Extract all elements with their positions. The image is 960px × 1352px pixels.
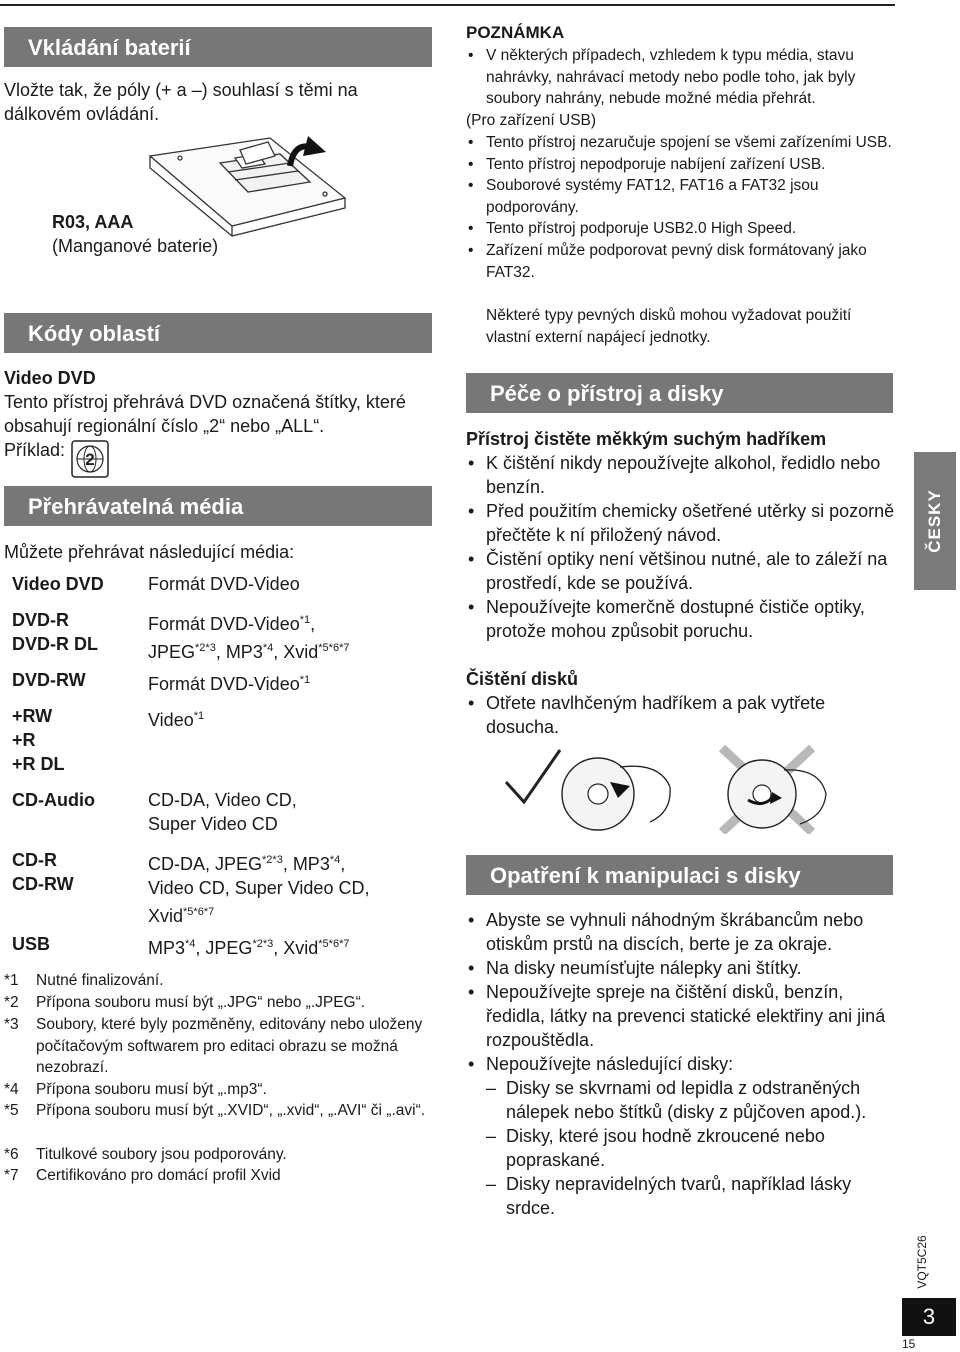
doc-code-label: VQT5C26 bbox=[915, 1235, 929, 1289]
handling-item: • Abyste se vyhnuli náhodným škrábancům nebo otiskům prstů na discích, berte je za okraje. bbox=[466, 908, 896, 956]
media-row bbox=[0, 668, 440, 692]
top-rule bbox=[0, 4, 895, 6]
handling-sublist bbox=[466, 1076, 896, 1220]
usb-extra-note: Některé typy pevných disků mohou vyžadovat použití vlastní externí napájecí jednotky. bbox=[486, 307, 852, 346]
section-heading-battery: Vkládání baterií bbox=[4, 27, 432, 67]
care-subheading-device: Přístroj čistěte měkkým suchým hadříkem bbox=[466, 429, 827, 449]
footnote-key: *3 bbox=[4, 1016, 19, 1033]
handling-subitem: – Disky nepravidelných tvarů, například lásky srdce. bbox=[466, 1172, 896, 1220]
media-row bbox=[0, 932, 440, 956]
footnote bbox=[4, 1100, 434, 1143]
region-subheading: Video DVD bbox=[4, 368, 96, 388]
media-formats: CD-DA, Video CD, Super Video CD bbox=[148, 790, 297, 834]
handling-item: • Nepoužívejte následující disky: bbox=[466, 1052, 896, 1076]
note-heading: POZNÁMKA bbox=[466, 23, 565, 42]
media-type: DVD-R DVD-R DL bbox=[12, 610, 98, 654]
footnote-key: *2 bbox=[4, 994, 19, 1011]
disc-cleaning-illustration bbox=[500, 742, 830, 834]
page-number-small: 15 bbox=[902, 1337, 916, 1351]
language-tab bbox=[914, 452, 956, 590]
usb-note-item: • Tento přístroj nezaručuje spojení se všemi zařízeními USB. bbox=[466, 132, 896, 154]
media-type: CD-Audio bbox=[12, 790, 95, 810]
media-formats: Formát DVD-Video bbox=[148, 574, 300, 594]
handling-item: • Na disky neumísťujte nálepky ani štítky. bbox=[466, 956, 896, 980]
section-heading-care: Péče o přístroj a disky bbox=[466, 373, 893, 413]
media-formats: Formát DVD-Video$^{*1}$ bbox=[148, 674, 311, 694]
example-label: Příklad: bbox=[4, 440, 66, 460]
doc-code bbox=[907, 1230, 937, 1294]
section-heading-media: Přehrávatelná média bbox=[4, 486, 432, 526]
usb-note-list bbox=[466, 132, 896, 283]
footnote-text: Certifikováno pro domácí profil Xvid bbox=[36, 1167, 281, 1184]
disc-correct-icon bbox=[562, 758, 670, 830]
handling-subitem: – Disky se skvrnami od lepidla z odstraněných nálepek nebo štítků (disky z půjčoven apod.). bbox=[466, 1076, 896, 1124]
media-row bbox=[0, 608, 440, 662]
media-row bbox=[0, 848, 440, 926]
footnote-key: *7 bbox=[4, 1167, 19, 1184]
usb-label: (Pro zařízení USB) bbox=[466, 112, 597, 129]
care-disc-list bbox=[466, 691, 896, 739]
remote-battery-illustration bbox=[140, 128, 355, 238]
usb-note-item: • Zařízení může podporovat pevný disk formátovaný jako FAT32. bbox=[466, 240, 896, 283]
battery-type-note: (Manganové baterie) bbox=[52, 236, 219, 256]
media-formats: MP3$^{*4}$, $JPEG^{*2*3}$, Xvid$^{*5*6*7}$ bbox=[148, 938, 350, 958]
footnote-text: Soubory, které byly pozměněny, editovány nebo uloženy počítačovým softwarem pro editaci obrazu se možná nezobrazí. bbox=[36, 1016, 423, 1076]
footnote bbox=[4, 992, 434, 1013]
footnote-text: Titulkové soubory jsou podporovány. bbox=[36, 1146, 287, 1163]
footnote bbox=[4, 1079, 434, 1100]
footnote bbox=[4, 970, 434, 991]
media-row bbox=[0, 788, 440, 836]
disc-wrong-icon bbox=[728, 760, 826, 828]
usb-note-item: • Tento přístroj nepodporuje nabíjení zařízení USB. bbox=[466, 154, 896, 176]
footnote-key: *4 bbox=[4, 1081, 19, 1098]
footnote-text: Přípona souboru musí být „.JPG“ nebo „.JPEG“. bbox=[36, 994, 366, 1011]
region-globe-icon bbox=[71, 440, 109, 478]
care-subheading-discs: Čištění disků bbox=[466, 669, 579, 689]
media-formats: CD-DA, $JPEG^{*2*3}$, MP3$^{*4}$, Video CD, Super Video CD, Xvid$^{*5*6*7}$ bbox=[148, 854, 370, 926]
media-type: DVD-RW bbox=[12, 670, 86, 690]
section-heading-region: Kódy oblastí bbox=[4, 313, 432, 353]
footnote-key: *5 bbox=[4, 1102, 19, 1119]
footnote-text: Přípona souboru musí být „.XVID“, „.xvid“, „.AVI“ či „.avi“. bbox=[36, 1102, 426, 1119]
section-heading-handling: Opatření k manipulaci s disky bbox=[466, 855, 893, 895]
handling-list bbox=[466, 908, 896, 1076]
footnote-key: *6 bbox=[4, 1146, 19, 1163]
usb-note-item: • Souborové systémy FAT12, FAT16 a FAT32 jsou podporovány. bbox=[466, 175, 896, 218]
media-type: +RW +R +R DL bbox=[12, 706, 65, 774]
media-type: CD-R CD-RW bbox=[12, 850, 74, 894]
footnote bbox=[4, 1165, 434, 1186]
region-text: Tento přístroj přehrává DVD označená štítky, které obsahují regionální číslo „2“ nebo „ALL“. bbox=[4, 392, 406, 436]
language-tab-label: ČESKY bbox=[925, 489, 944, 553]
battery-type: R03, AAA bbox=[52, 212, 134, 232]
page-number-box: 3 bbox=[902, 1298, 956, 1336]
media-formats: Video$^{*1}$ bbox=[148, 710, 205, 730]
usb-note-item: • Tento přístroj podporuje USB2.0 High Speed. bbox=[466, 218, 896, 240]
care-item: • Nepoužívejte komerčně dostupné čističe optiky, protože mohou způsobit poruchu. bbox=[466, 595, 896, 643]
handling-subitem: – Disky, které jsou hodně zkroucené nebo popraskané. bbox=[466, 1124, 896, 1172]
note-item: • V některých případech, vzhledem k typu média, stavu nahrávky, nahrávací metody nebo podle toho, jak byly soubory nahrány, nebude možné média přehrát. bbox=[466, 45, 896, 110]
media-type: USB bbox=[12, 934, 51, 954]
check-icon bbox=[506, 750, 560, 802]
care-item: • K čištění nikdy nepoužívejte alkohol, ředidlo nebo benzín. bbox=[466, 451, 896, 499]
region-number: 2 bbox=[85, 450, 95, 469]
media-row bbox=[0, 704, 440, 776]
footnote-text: Přípona souboru musí být „.mp3“. bbox=[36, 1081, 267, 1098]
media-intro: Můžete přehrávat následující média: bbox=[4, 542, 295, 562]
care-item: • Před použitím chemicky ošetřené utěrky si pozorně přečtěte k ní přiložený návod. bbox=[466, 499, 896, 547]
footnote-text: Nutné finalizování. bbox=[36, 972, 164, 989]
media-formats: Formát DVD-Video$^{*1}$, $JPEG^{*2*3}$, MP3$^{*4}$, Xvid$^{*5*6*7}$ bbox=[148, 614, 350, 662]
note-list bbox=[466, 45, 896, 110]
media-type: Video DVD bbox=[12, 574, 104, 594]
handling-item: • Nepoužívejte spreje na čištění disků, benzín, ředidla, látky na prevenci statické elektřiny ani jiná rozpouštědla. bbox=[466, 980, 896, 1052]
media-row bbox=[0, 572, 440, 596]
battery-instruction: Vložte tak, že póly (+ a –) souhlasí s těmi na dálkovém ovládání. bbox=[4, 80, 358, 124]
care-item: • Otřete navlhčeným hadříkem a pak vytřete dosucha. bbox=[466, 691, 896, 739]
footnote-key: *1 bbox=[4, 972, 19, 989]
footnote bbox=[4, 1144, 434, 1165]
care-device-list bbox=[466, 451, 896, 643]
footnote bbox=[4, 1014, 434, 1078]
care-item: • Čistění optiky není většinou nutné, ale to záleží na prostředí, kde se používá. bbox=[466, 547, 896, 595]
